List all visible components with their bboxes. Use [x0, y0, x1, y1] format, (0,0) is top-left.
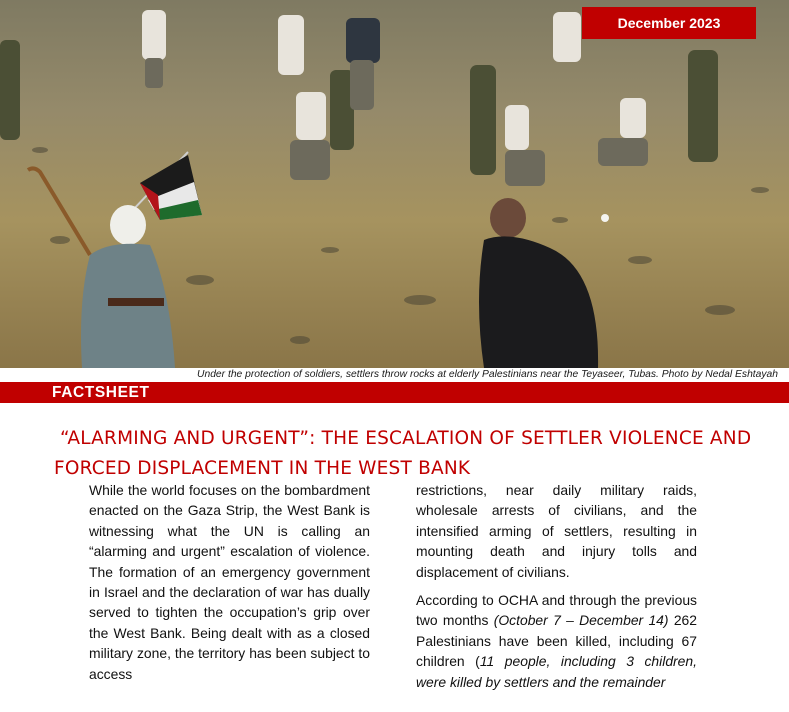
p2-text-a: According to OCHA and through the previous two months — [416, 592, 697, 629]
paragraph-right-2 — [416, 590, 697, 692]
banner-label: FACTSHEET — [52, 384, 150, 401]
date-badge — [582, 7, 756, 39]
date-text: December 2023 — [617, 15, 721, 31]
photo-caption: Under the protection of soldiers, settlers throw rocks at elderly Palestinians near the Teyaseer, Tubas. Photo by Nedal Eshtayah — [197, 369, 778, 380]
paragraph-right-1: restrictions, near daily military raids, wholesale arrests of civilians, and the intensified arming of settlers, resulting in mounting death and injury tolls and displacement of civilians. — [416, 482, 697, 580]
p2-date-range: (October 7 – December 14) — [493, 612, 669, 629]
p2-text-c: 262 Palestinians have been killed, including 67 children ( — [416, 612, 697, 670]
p2-settler-note: 11 people, including 3 children, were killed by settlers and the remainder — [416, 653, 697, 690]
factsheet-banner — [0, 382, 789, 403]
body-column-right — [416, 480, 697, 692]
title-line-1: “ALARMING AND URGENT”: THE ESCALATION OF SETTLER VIOLENCE AND — [60, 428, 752, 449]
body-column-left — [89, 480, 370, 684]
title-line-2: FORCED DISPLACEMENT IN THE WEST BANK — [54, 458, 471, 479]
paragraph-left: While the world focuses on the bombardment enacted on the Gaza Strip, the West Bank is witnessing what the UN is calling an “alarming and urgent” escalation of violence. The formation of an emergency government in Israel and the declaration of war has dually served to tighten the occupation’s grip over the West Bank. Being dealt with as a closed military zone, the territory has been subject to access — [89, 482, 370, 682]
document-title — [54, 424, 754, 484]
